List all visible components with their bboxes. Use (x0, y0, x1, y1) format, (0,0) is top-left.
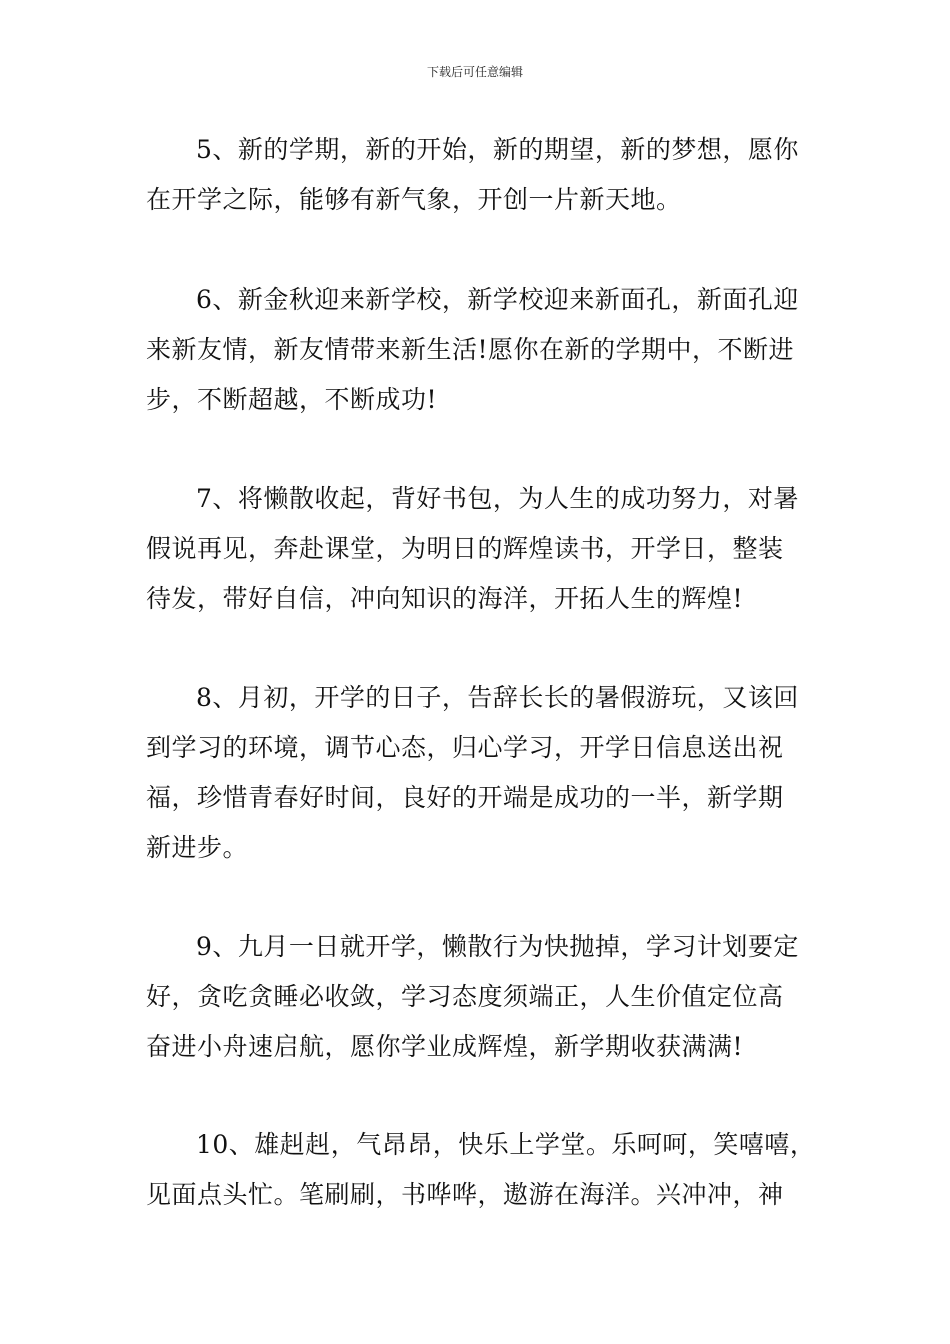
paragraph-9-line-1: 9、九月一日就开学，懒散行为快抛掉，学习计划要定 (196, 932, 799, 961)
page-header: 下载后可任意编辑 (426, 65, 523, 79)
paragraph-8-line-2: 到学习的环境，调节心态，归心学习，开学日信息送出祝 (146, 733, 784, 762)
paragraph-10-line-1: 10、雄赳赳，气昂昂，快乐上学堂。乐呵呵，笑嘻嘻， (196, 1130, 816, 1159)
paragraph-6-line-3: 步，不断超越，不断成功! (146, 385, 438, 414)
paragraph-6-line-1: 6、新金秋迎来新学校，新学校迎来新面孔，新面孔迎 (196, 285, 799, 314)
paragraph-8-line-3: 福，珍惜青春好时间，良好的开端是成功的一半，新学期 (146, 783, 784, 812)
paragraph-5-line-2: 在开学之际，能够有新气象，开创一片新天地。 (146, 185, 682, 214)
paragraph-9-line-3: 奋进小舟速启航，愿你学业成辉煌，新学期收获满满! (146, 1032, 744, 1061)
paragraph-5-line-1: 5、新的学期，新的开始，新的期望，新的梦想，愿你 (196, 135, 799, 164)
paragraph-6-line-2: 来新友情，新友情带来新生活!愿你在新的学期中，不断进 (146, 335, 795, 364)
paragraph-8-line-1: 8、月初，开学的日子，告辞长长的暑假游玩，又该回 (196, 683, 799, 712)
paragraph-7-line-3: 待发，带好自信，冲向知识的海洋，开拓人生的辉煌! (146, 584, 744, 613)
paragraph-9-line-2: 好，贪吃贪睡必收敛，学习态度须端正，人生价值定位高 (146, 982, 784, 1011)
paragraph-7-line-1: 7、将懒散收起，背好书包，为人生的成功努力，对暑 (196, 484, 799, 513)
paragraph-8-line-4: 新进步。 (146, 833, 249, 862)
paragraph-7-line-2: 假说再见，奔赴课堂，为明日的辉煌读书，开学日，整装 (146, 534, 784, 563)
paragraph-10-line-2: 见面点头忙。笔刷刷，书哗哗，遨游在海洋。兴冲冲，神 (146, 1180, 784, 1209)
